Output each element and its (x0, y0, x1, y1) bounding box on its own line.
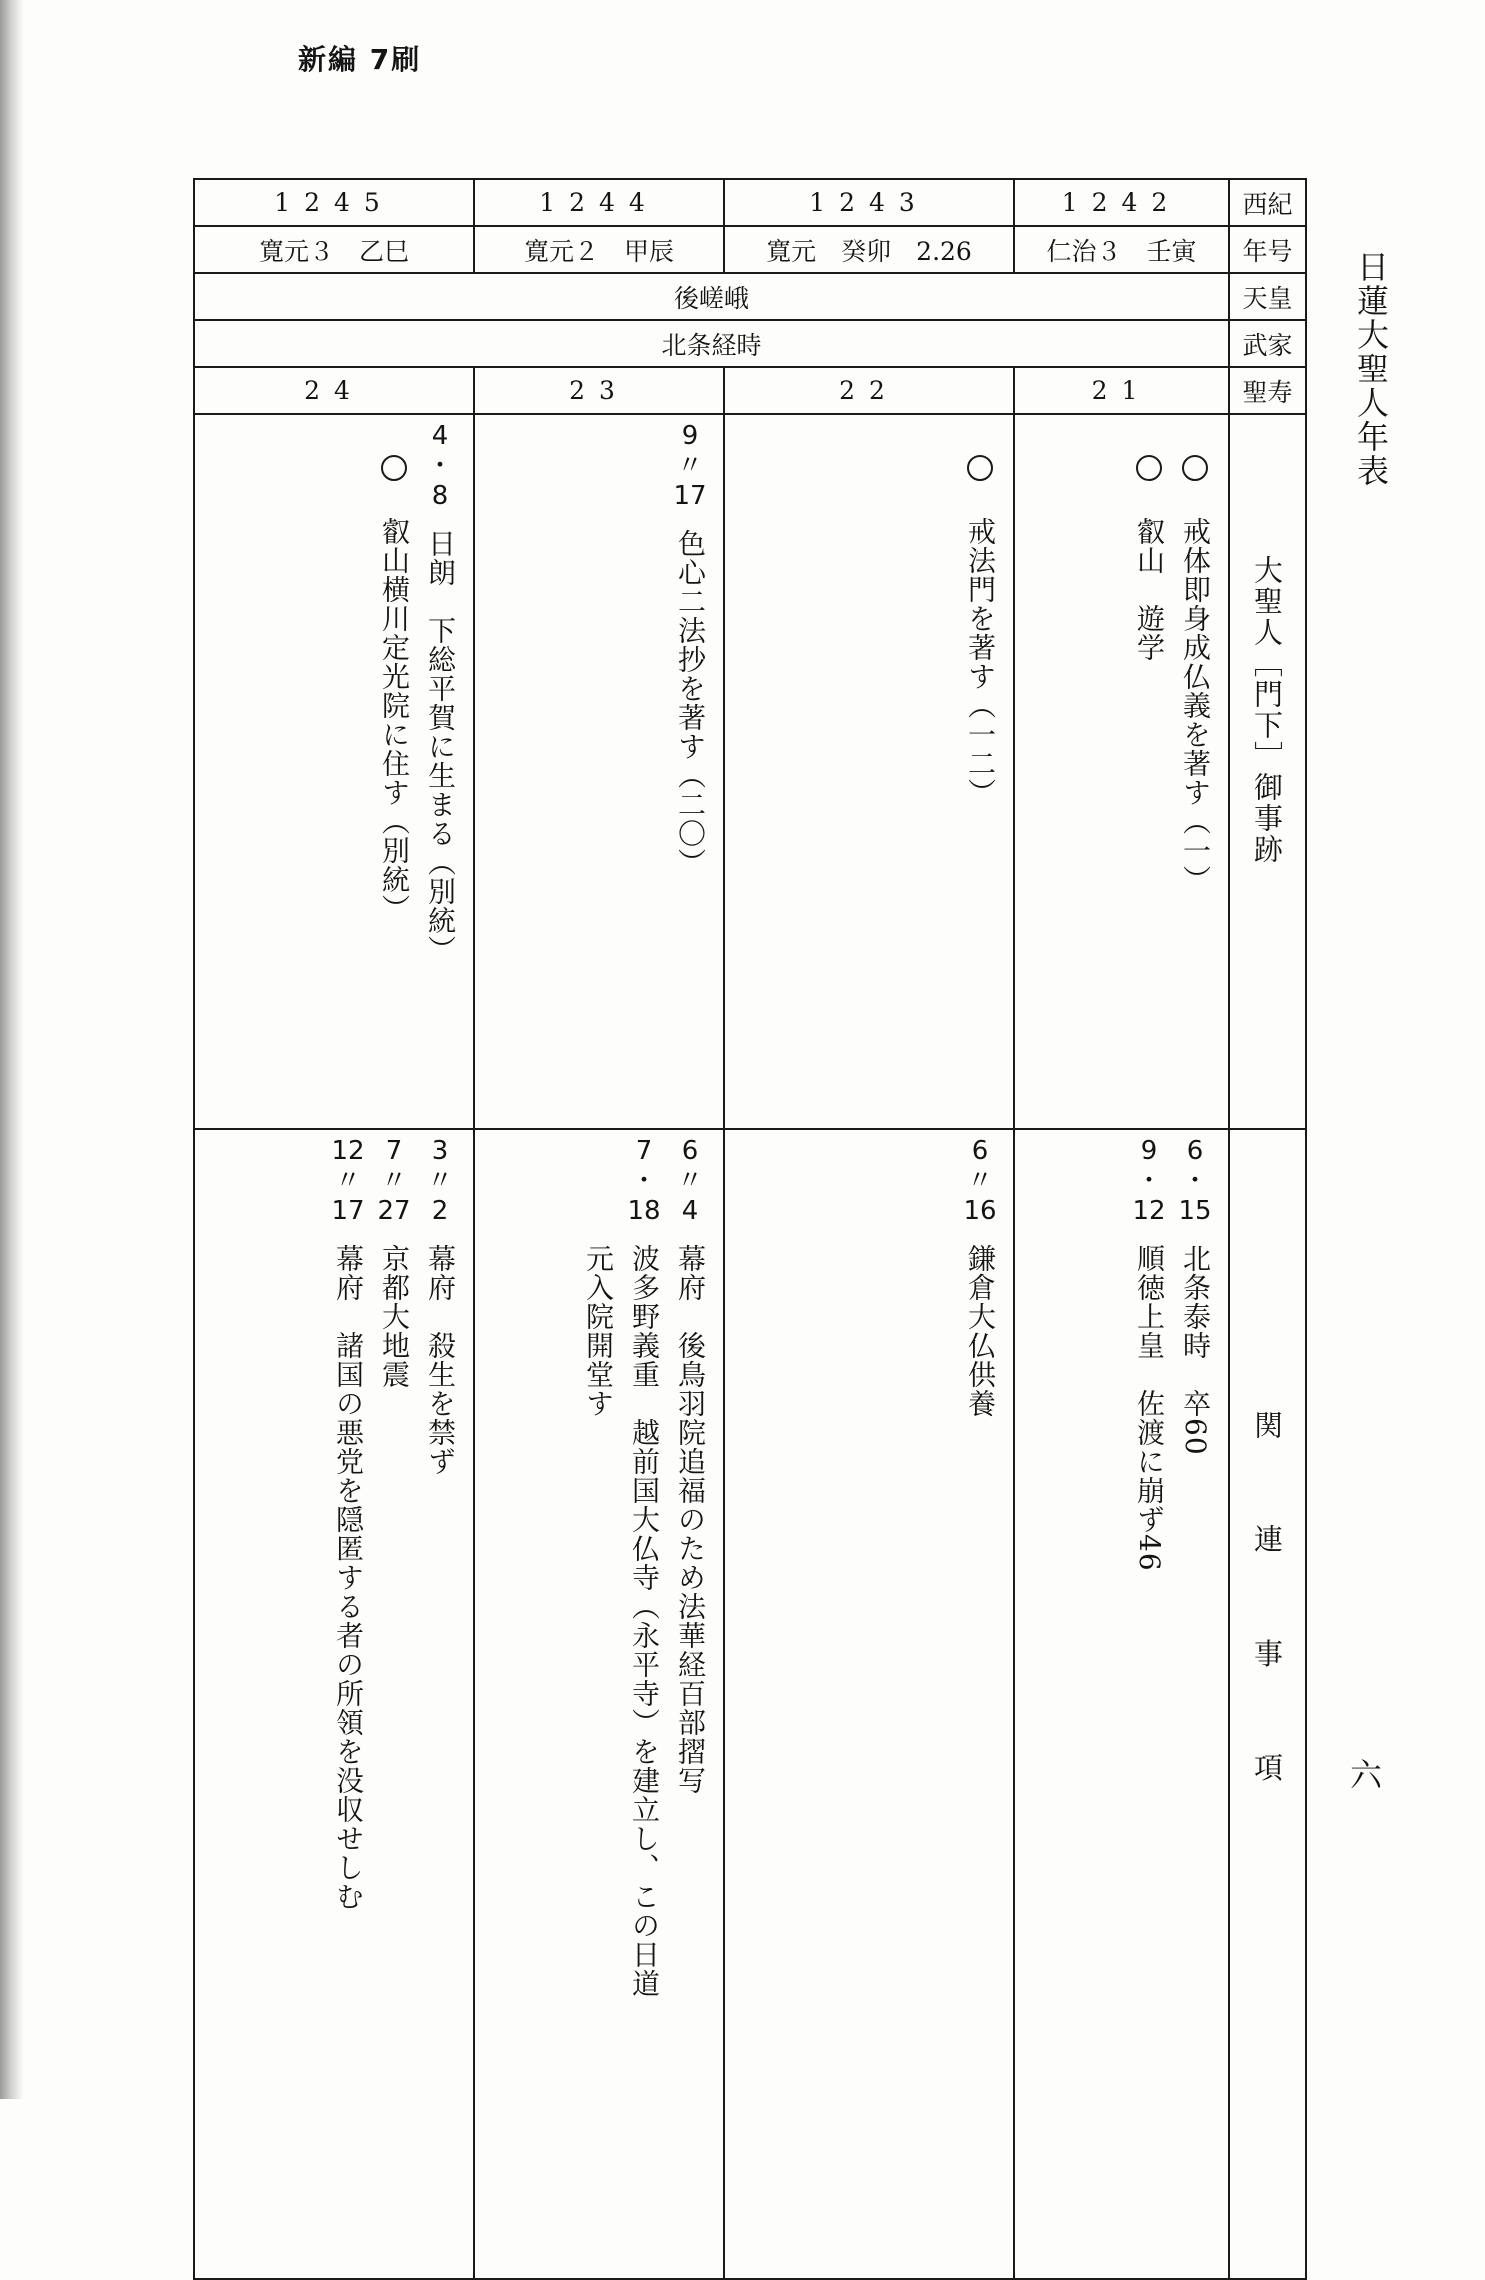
year-cell: 1244 (474, 179, 724, 226)
entry-text: 日朗 下総平賀に生まる（別統） (424, 529, 457, 964)
related-entry (1130, 1136, 1168, 1572)
deeds-cell (724, 414, 1014, 1129)
shogunate-cell: 北条経時 (194, 320, 1229, 367)
entry-date (377, 1136, 410, 1226)
age-cell: 21 (1014, 367, 1229, 414)
entry-text: 幕府 殺生を禁ず (424, 1244, 457, 1476)
era-cell: 寛元 癸卯 2.26 (724, 226, 1014, 273)
entry-date-part: 7 (385, 1136, 403, 1166)
entry-date-part: 9 (1140, 1136, 1158, 1166)
entry-date-part: 7 (635, 1136, 653, 1166)
era-cell: 寛元３ 乙巳 (194, 226, 474, 273)
row-label-western-year: 西紀 (1229, 179, 1306, 226)
entry-date-part: 4 (431, 421, 449, 451)
entry-date-part: 6 (681, 1136, 699, 1166)
year-cell: 1245 (194, 179, 474, 226)
era-cell: 寛元２ 甲辰 (474, 226, 724, 273)
entry-text: 順徳上皇 佐渡に崩ず46 (1133, 1244, 1166, 1572)
related-cell (194, 1129, 474, 2279)
circle-mark-icon (381, 455, 407, 481)
entry-date-part: 12 (331, 1136, 365, 1166)
print-edition-label: 新編 7刷 (298, 43, 422, 76)
entry-date-part: 〃 (676, 451, 703, 481)
entry-text: 戒体即身成仏義を著す（一） (1179, 517, 1212, 894)
binding-edge (0, 0, 24, 2099)
deeds-entry (1130, 421, 1168, 662)
entry-date-part: 〃 (426, 1166, 453, 1196)
entry-date (1132, 1136, 1165, 1226)
row-label-related: 関 連 事 項 (1250, 1410, 1284, 1820)
circle-mark-icon (967, 455, 993, 481)
related-entry (1176, 1136, 1214, 1456)
entry-text: 北条泰時 卒60 (1179, 1244, 1212, 1456)
entry-date-part: 〃 (334, 1166, 361, 1196)
age-cell: 22 (724, 367, 1014, 414)
deeds-entry (1176, 421, 1214, 894)
deeds-entry (421, 421, 459, 964)
entry-text: 色心二法抄を著す（二〇） (674, 529, 707, 877)
western-year-row (194, 179, 1306, 226)
era-row (194, 226, 1306, 273)
related-row (194, 1129, 1306, 2279)
entry-date-part: 27 (377, 1196, 411, 1226)
row-label-emperor: 天皇 (1229, 273, 1306, 320)
row-label-shogunate: 武家 (1229, 320, 1306, 367)
entry-date-part: 〃 (380, 1166, 407, 1196)
circle-mark-icon (1182, 455, 1208, 481)
related-entry (421, 1136, 459, 1476)
related-entry (375, 1136, 413, 1389)
entry-text: 幕府 後鳥羽院追福のため法華経百部摺写 (674, 1244, 707, 1795)
entry-date-part: 8 (431, 481, 449, 511)
entry-date-part: 2 (431, 1196, 449, 1226)
row-label-related-cell (1229, 1129, 1306, 2279)
entry-date-part: 9 (681, 421, 699, 451)
related-entry (579, 1136, 617, 1418)
entry-text: 京都大地震 (378, 1244, 411, 1389)
deeds-entry (375, 421, 413, 923)
related-cell (724, 1129, 1014, 2279)
row-label-deeds: 大聖人［門下］御事跡 (1250, 555, 1284, 865)
chronology-table (193, 178, 1307, 2280)
age-row (194, 367, 1306, 414)
entry-date-part: 6 (971, 1136, 989, 1166)
entry-date (1178, 1136, 1211, 1226)
entry-date-part: 3 (431, 1136, 449, 1166)
row-label-deeds-cell (1229, 414, 1306, 1129)
entry-date-part: 6 (1186, 1136, 1204, 1166)
entry-date-part: ・ (1181, 1166, 1208, 1196)
year-cell: 1243 (724, 179, 1014, 226)
age-cell: 24 (194, 367, 474, 414)
entry-date-part: 12 (1132, 1196, 1166, 1226)
entry-date-part: ・ (426, 451, 453, 481)
entry-text: 叡山 遊学 (1133, 517, 1166, 662)
shogunate-row (194, 320, 1306, 367)
entry-date (427, 421, 453, 511)
deeds-cell (194, 414, 474, 1129)
entry-date (673, 421, 706, 511)
entry-date-part: 〃 (676, 1166, 703, 1196)
deeds-cell (474, 414, 724, 1129)
page-number: 六 (1350, 1756, 1383, 1794)
deeds-entry (671, 421, 709, 877)
related-entry (671, 1136, 709, 1795)
related-cell (1014, 1129, 1229, 2279)
age-cell: 23 (474, 367, 724, 414)
emperor-row (194, 273, 1306, 320)
emperor-cell: 後嵯峨 (194, 273, 1229, 320)
deeds-row (194, 414, 1306, 1129)
entry-text: 波多野義重 越前国大仏寺（永平寺）を建立し、この日道 (628, 1244, 661, 1998)
entry-date (627, 1136, 660, 1226)
entry-date-part: ・ (630, 1166, 657, 1196)
entry-date (331, 1136, 364, 1226)
row-label-age: 聖寿 (1229, 367, 1306, 414)
entry-text: 元入院開堂す (582, 1244, 615, 1418)
entry-date (963, 1136, 996, 1226)
circle-mark-icon (1136, 455, 1162, 481)
entry-date-part: 16 (963, 1196, 997, 1226)
row-label-era: 年号 (1229, 226, 1306, 273)
entry-text: 幕府 諸国の悪党を隠匿する者の所領を没収せしむ (332, 1244, 365, 1911)
entry-text: 叡山横川定光院に住す（別統） (378, 517, 411, 923)
deeds-entry (961, 421, 999, 807)
related-entry (329, 1136, 367, 1911)
related-cell (474, 1129, 724, 2279)
entry-date-part: 4 (681, 1196, 699, 1226)
entry-date-part: 18 (627, 1196, 661, 1226)
entry-text: 戒法門を著す（一二） (964, 517, 997, 807)
entry-date-part: 17 (331, 1196, 365, 1226)
entry-date-part: 17 (673, 481, 707, 511)
entry-date-part: ・ (1135, 1166, 1162, 1196)
entry-date (677, 1136, 703, 1226)
deeds-cell (1014, 414, 1229, 1129)
era-cell: 仁治３ 壬寅 (1014, 226, 1229, 273)
book-title: 日蓮大聖人年表 (1352, 250, 1390, 488)
related-entry (625, 1136, 663, 1998)
entry-text: 鎌倉大仏供養 (964, 1244, 997, 1418)
entry-date (427, 1136, 453, 1226)
entry-date-part: 〃 (966, 1166, 993, 1196)
related-entry (961, 1136, 999, 1418)
entry-date-part: 15 (1178, 1196, 1212, 1226)
year-cell: 1242 (1014, 179, 1229, 226)
